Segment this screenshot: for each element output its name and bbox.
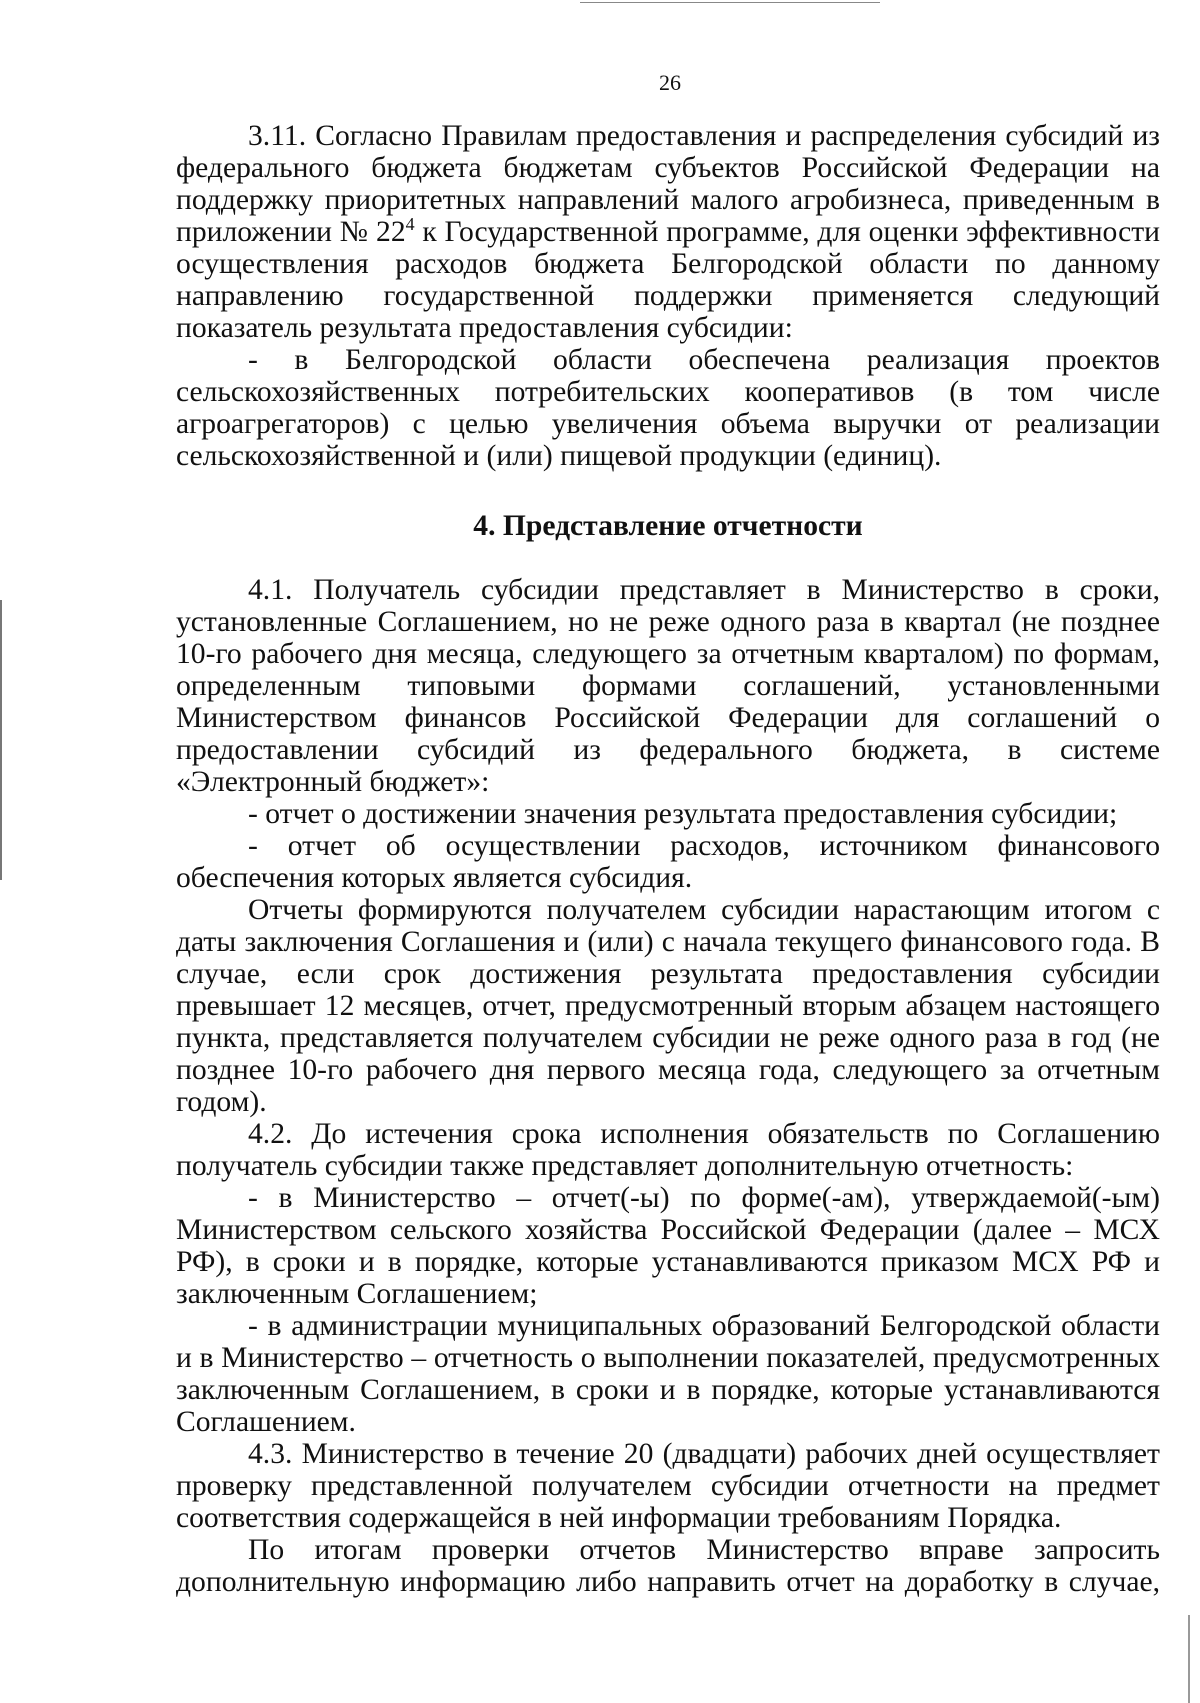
section-4-heading: 4. Представление отчетности: [473, 510, 863, 542]
paragraph-4-3-results: По итогам проверки отчетов Министерство вправе запросить дополнительную информацию либо направить отчет на доработку в случае,: [176, 1534, 1160, 1598]
paragraph-3-11: [176, 120, 1160, 344]
appendix-superscript: 4: [405, 214, 415, 235]
scan-left-edge-mark: [0, 600, 2, 880]
paragraph-4-1-reports: Отчеты формируются получателем субсидии нарастающим итогом с даты заключения Соглашения и (или) с начала текущего финансового года. В случае, если срок достижения результата предоставления субсидии превышает 12 месяцев, отчет, предусмотренный вторым абзацем настоящего пункта, представляется получателем субсидии не реже одного раза в год (не позднее 10-го рабочего дня первого месяца года, следующего за отчетным годом).: [176, 894, 1160, 1118]
paragraph-4-2: 4.2. До истечения срока исполнения обязательств по Соглашению получатель субсидии также представляет дополнительную отчетность:: [176, 1118, 1160, 1182]
paragraph-3-11-indicator: - в Белгородской области обеспечена реализация проектов сельскохозяйственных потребительских кооперативов (в том числе агроагрегаторов) с целью увеличения объема выручки от реализации сельскохозяйственной и (или) пищевой продукции (единиц).: [176, 344, 1160, 472]
paragraph-4-3: 4.3. Министерство в течение 20 (двадцати) рабочих дней осуществляет проверку представленной получателем субсидии отчетности на предмет соответствия содержащейся в ней информации требованиям Порядка.: [176, 1438, 1160, 1534]
scan-right-edge-mark: [1188, 1615, 1190, 1703]
paragraph-4-1: 4.1. Получатель субсидии представляет в Министерство в сроки, установленные Соглашением, но не реже одного раза в квартал (не позднее 10-го рабочего дня месяца, следующего за отчетным кварталом) по формам, определенным типовыми формами соглашений, установленными Министерством финансов Российской Федерации для соглашений о предоставлении субсидий из федерального бюджета, в системе «Электронный бюджет»:: [176, 574, 1160, 798]
paragraph-3-11-text-a: 3.11. Согласно Правилам предоставления и распределения субсидий из федерального бюджета бюджетам субъектов Российской Федерации на поддержку приоритетных направлений малого агробизнеса, приведенным в приложении № 22: [176, 120, 1160, 248]
page-number: 26: [659, 70, 681, 95]
paragraph-4-1-item-1: - отчет о достижении значения результата предоставления субсидии;: [248, 798, 1118, 830]
paragraph-4-2-item-2: - в администрации муниципальных образований Белгородской области и в Министерство – отчетность о выполнении показателей, предусмотренных заключенным Соглашением, в сроки и в порядке, которые устанавливаются Соглашением.: [176, 1310, 1160, 1438]
document-body: [176, 120, 1160, 1598]
paragraph-3-11-text-b: к Государственной программе, для оценки эффективности осуществления расходов бюджета Белгородской области по данному направлению государственной поддержки применяется следующий показатель результата предоставления субсидии:: [176, 216, 1160, 344]
scan-top-rule: [580, 2, 880, 3]
paragraph-4-2-item-1: - в Министерство – отчет(-ы) по форме(-ам), утверждаемой(-ым) Министерством сельского хозяйства Российской Федерации (далее – МСХ РФ), в сроки и в порядке, которые устанавливаются приказом МСХ РФ и заключенным Соглашением;: [176, 1182, 1160, 1310]
paragraph-4-1-item-2: - отчет об осуществлении расходов, источником финансового обеспечения которых является субсидия.: [176, 830, 1160, 894]
